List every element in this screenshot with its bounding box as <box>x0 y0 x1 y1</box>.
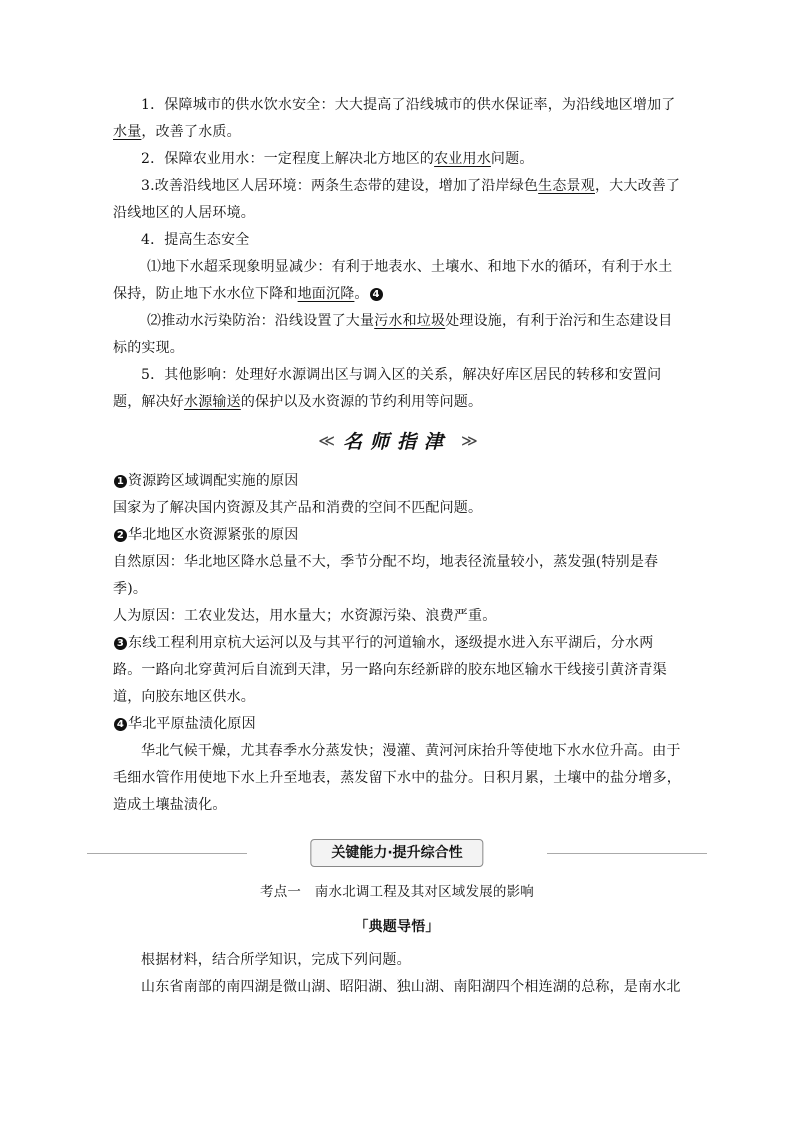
note-number-4: 4 <box>114 718 127 731</box>
text: 东线工程利用京杭大运河以及与其平行的河道输水，逐级提水进入东平湖后，分水两路。一路向北穿黄河后自流到天津，另一路向东经新辟的胶东地区输水干线接引黄济青渠道，向胶东地区供水。 <box>113 635 667 705</box>
text: 5．其他影响：处理好水源调出区与调入区的关系，解决好库区居民的转移和安置问题，解决好 <box>113 367 662 410</box>
footnote-marker-4: 4 <box>370 288 383 301</box>
note-heading-1 <box>113 468 681 495</box>
text: 3.改善沿线地区人居环境：两条生态带的建设，增加了沿岸绿色 <box>141 178 539 194</box>
question-material: 山东省南部的南四湖是微山湖、昭阳湖、独山湖、南阳湖四个相连湖的总称，是南水北 <box>141 979 681 995</box>
underlined-term: 污水和垃圾 <box>374 313 446 329</box>
text: ⑵推动水污染防治：沿线设置了大量 <box>147 313 375 329</box>
underlined-term: 农业用水 <box>434 151 491 167</box>
text: ，改善了水质。 <box>141 124 241 140</box>
text: 资源跨区域调配实施的原因 <box>128 473 299 489</box>
text: 。 <box>354 286 369 302</box>
banner-title: 名师指津 <box>342 430 451 453</box>
text: ，大大改善了沿线地区的人居环境。 <box>113 178 681 221</box>
document-content <box>113 92 681 1001</box>
underlined-term: 水量 <box>113 124 142 140</box>
note-text-human: 人为原因：工农业发达，用水量大；水资源污染、浪费严重。 <box>113 608 497 624</box>
divider-line-left <box>87 853 247 854</box>
note-text-3 <box>113 630 681 711</box>
underlined-term: 生态景观 <box>538 178 595 194</box>
text: 1．保障城市的供水饮水安全：大大提高了沿线城市的供水保证率，为沿线地区增加了 <box>141 97 676 113</box>
text: 处理设施，有利于治污和生态建设目标的实现。 <box>113 313 673 356</box>
paragraph-ecology-heading: 4．提高生态安全 <box>141 232 250 248</box>
note-heading-2 <box>113 522 681 549</box>
note-text-1: 国家为了解决国内资源及其产品和消费的空间不匹配问题。 <box>113 500 483 516</box>
underlined-term: 地面沉降 <box>297 286 355 302</box>
paragraph-groundwater <box>113 254 681 308</box>
note-heading-4 <box>113 711 681 738</box>
paragraph-other-impacts <box>113 362 681 416</box>
text: 华北平原盐渍化原因 <box>128 716 256 732</box>
paragraph-agriculture <box>113 146 681 173</box>
dianti-daowu-heading: 「典题导悟」 <box>354 919 440 935</box>
right-ornament-icon: ≫ <box>461 430 476 450</box>
paragraph-water-supply <box>113 92 681 146</box>
left-ornament-icon: ≪ <box>318 430 333 450</box>
paragraph-living-environment <box>113 173 681 227</box>
note-number-1: 1 <box>114 475 127 488</box>
underlined-term: 水源输送 <box>184 394 241 410</box>
note-text-salinization: 华北气候干燥，尤其春季水分蒸发快；漫灌、黄河河床抬升等使地下水水位升高。由于毛细水管作用使地下水上升至地表，蒸发留下水中的盐分。日积月累，土壤中的盐分增多，造成土壤盐渍化。 <box>113 743 681 813</box>
note-number-2: 2 <box>114 529 127 542</box>
question-intro: 根据材料，结合所学知识，完成下列问题。 <box>141 952 411 968</box>
section-divider <box>87 839 707 869</box>
divider-line-right <box>547 853 707 854</box>
kaodian-title: 考点一 南水北调工程及其对区域发展的影响 <box>260 884 534 900</box>
text: 的保护以及水资源的节约利用等问题。 <box>240 394 483 410</box>
section-title: 关键能力·提升综合性 <box>310 839 483 867</box>
text: 问题。 <box>490 151 534 167</box>
paragraph-pollution <box>113 308 681 362</box>
note-number-3: 3 <box>114 637 127 650</box>
text: 华北地区水资源紧张的原因 <box>128 527 299 543</box>
note-text-natural: 自然原因：华北地区降水总量不大，季节分配不均，地表径流量较小，蒸发强(特别是春季)。 <box>113 554 659 597</box>
mingshi-zhijin-banner <box>113 422 681 458</box>
text: 2．保障农业用水：一定程度上解决北方地区的 <box>141 151 435 167</box>
text: ⑴地下水超采现象明显减少：有利于地表水、土壤水、和地下水的循环，有利于水土保持，防止地下水水位下降和 <box>113 259 673 302</box>
